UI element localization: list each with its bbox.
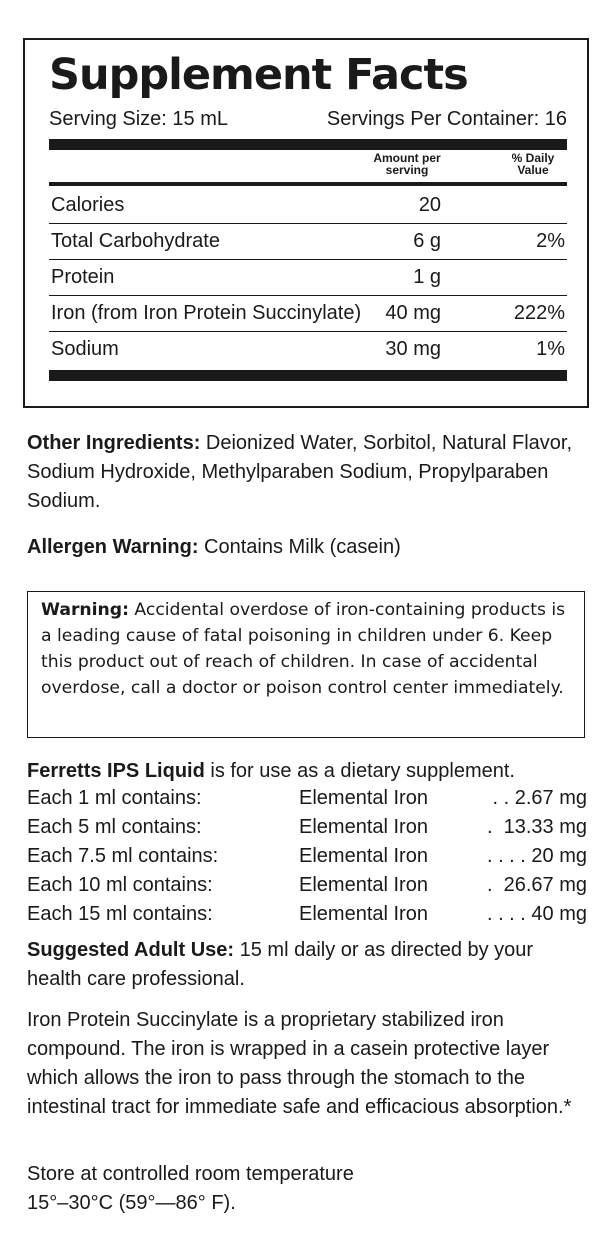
nutrient-row-iron: Iron (from Iron Protein Succinylate) 40 mg 222% — [49, 295, 567, 332]
daily-value-header: % Daily Value — [511, 151, 555, 177]
warning-label: Warning: — [41, 600, 129, 620]
top-divider — [49, 139, 567, 150]
other-ingredients-text: Deionized Water, Sorbitol, Natural Flavor, Sodium Hydroxide, Methylparaben Sodium, Propylparaben Sodium. — [27, 432, 572, 512]
header-divider — [49, 182, 567, 186]
column-headers — [49, 152, 567, 182]
other-ingredients — [27, 429, 593, 516]
serving-info — [49, 108, 567, 131]
amount-per-serving-header: Amount per serving — [373, 151, 441, 177]
product-name: Ferretts IPS Liquid — [27, 760, 205, 782]
suggested-use — [27, 936, 593, 994]
nutrient-row-calories: Calories 20 — [49, 187, 567, 224]
storage-instructions — [27, 1160, 593, 1218]
facts-title: Supplement Facts — [49, 50, 468, 100]
nutrient-row-sodium: Sodium 30 mg 1% — [51, 338, 565, 360]
supplement-facts-panel — [23, 38, 589, 408]
contains-row: Each 1 ml contains: Elemental Iron . . 2.67 mg — [27, 787, 587, 809]
description: Iron Protein Succinylate is a proprietary stabilized iron compound. The iron is wrapped in a casein protective layer which allows the iron to pass through the stomach to the intestinal tract for immediate safe and efficacious absorption.* — [27, 1009, 572, 1118]
allergen-label: Allergen Warning: — [27, 536, 199, 558]
serving-size: Serving Size: 15 mL — [49, 108, 228, 130]
allergen-warning — [27, 533, 593, 562]
nutrient-row-protein: Protein 1 g — [49, 259, 567, 296]
contains-row: Each 10 ml contains: Elemental Iron . 26.67 mg — [27, 874, 587, 896]
warning-box — [27, 591, 585, 738]
suggested-use-label: Suggested Adult Use: — [27, 939, 235, 961]
warning-text: Accidental overdose of iron-containing products is a leading cause of fatal poisoning in children under 6. Keep this product out of reach of children. In case of accidental overdose, call a doctor or poison control center immediately. — [41, 600, 566, 698]
iron-content-table — [27, 787, 593, 932]
servings-per-container: Servings Per Container: 16 — [326, 108, 567, 130]
storage-line-1: Store at controlled room temperature — [27, 1163, 354, 1185]
contains-row: Each 15 ml contains: Elemental Iron . . . . 40 mg — [27, 903, 587, 925]
contains-row: Each 5 ml contains: Elemental Iron . 13.33 mg — [27, 816, 587, 838]
contains-row: Each 7.5 ml contains: Elemental Iron . . . . 20 mg — [27, 845, 587, 867]
product-text: is for use as a dietary supplement. — [204, 760, 515, 782]
suggested-use-text: 15 ml daily or as directed by your health care professional. — [27, 939, 534, 990]
bottom-divider — [49, 370, 567, 381]
storage-line-2: 15°–30°C (59°—86° F). — [27, 1192, 236, 1214]
allergen-text: Contains Milk (casein) — [198, 536, 401, 558]
other-ingredients-label: Other Ingredients: — [27, 432, 201, 454]
product-statement — [27, 757, 593, 786]
nutrient-row-carbohydrate: Total Carbohydrate 6 g 2% — [49, 223, 567, 260]
